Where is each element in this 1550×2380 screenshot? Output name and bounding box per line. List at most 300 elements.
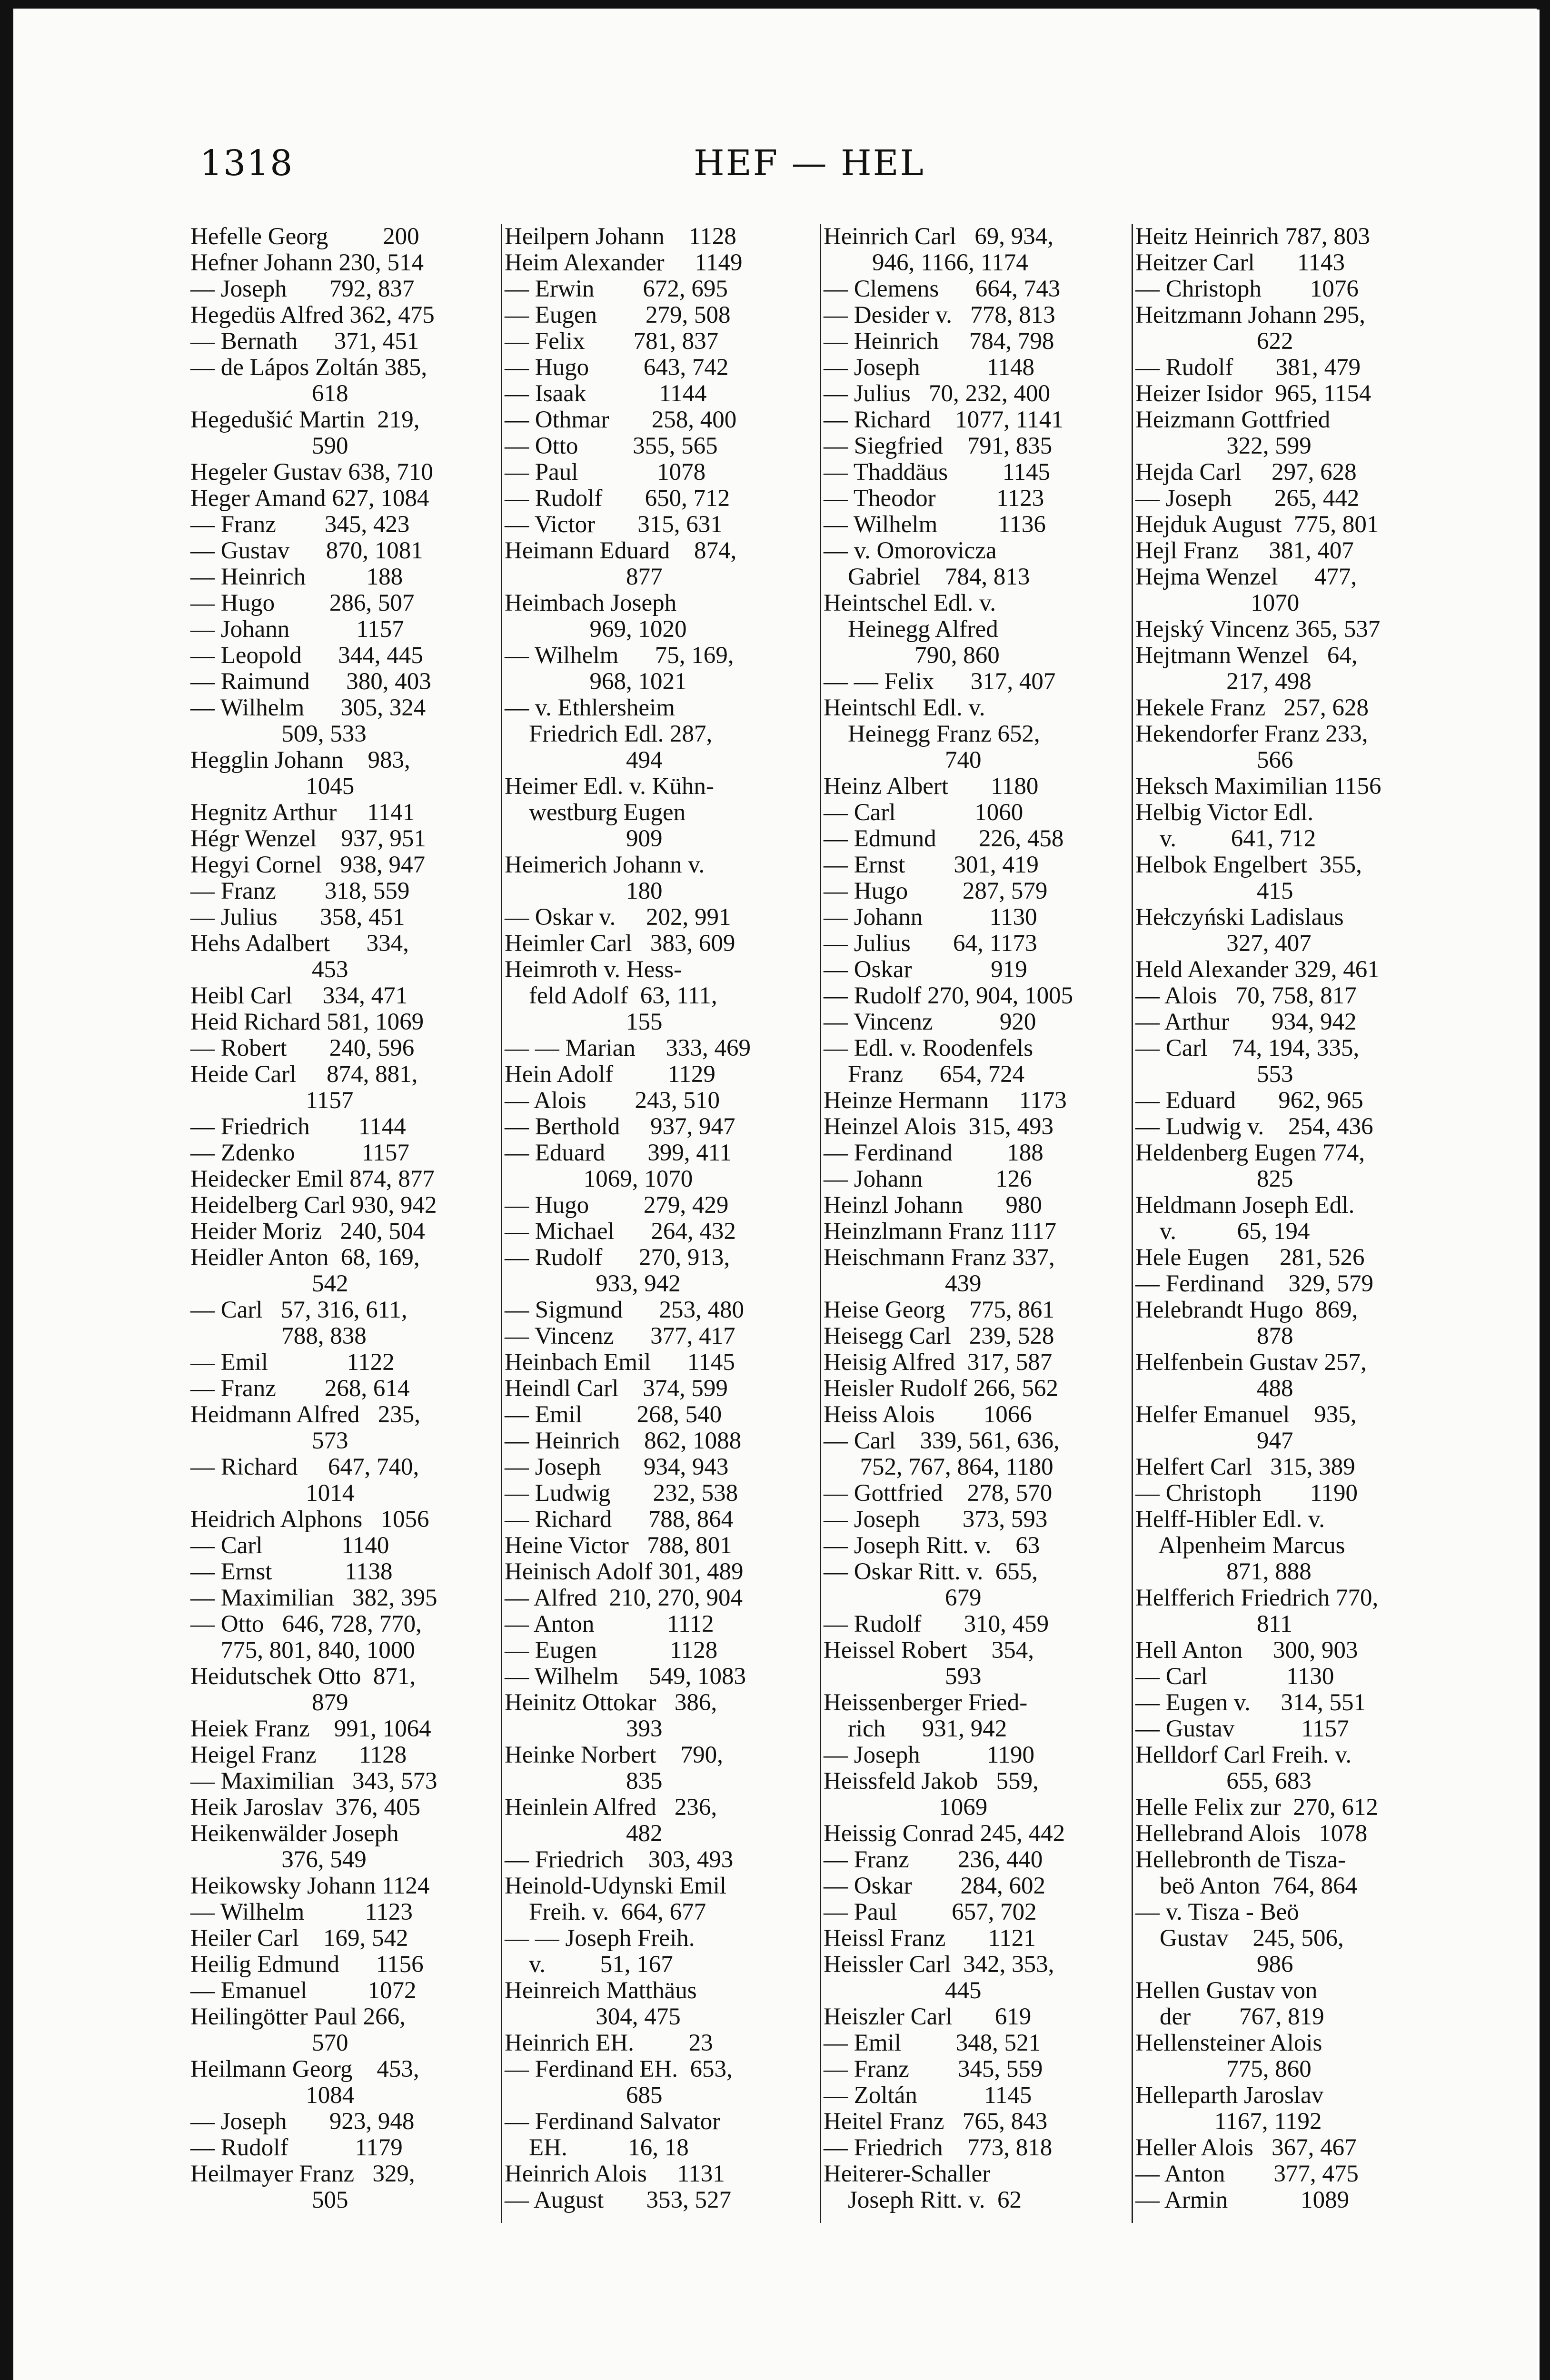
index-entry: Hein Adolf 1129	[505, 1061, 715, 1088]
index-entry: — Wilhelm 305, 324	[190, 694, 426, 721]
index-entry: 180	[505, 878, 663, 904]
index-entry: — Franz 345, 423	[190, 511, 410, 538]
index-entry: Heinrich EH. 23	[505, 2030, 713, 2056]
index-entry: — Richard 788, 864	[505, 1506, 734, 1533]
index-entry: 566	[1135, 747, 1293, 774]
index-entry: — Wilhelm 75, 169,	[505, 642, 734, 669]
index-entry: — Joseph 1148	[824, 354, 1034, 381]
index-entry: — Emanuel 1072	[190, 1977, 417, 2004]
index-entry: Heik Jaroslav 376, 405	[190, 1794, 421, 1821]
index-entry: Hellebrand Alois 1078	[1135, 1820, 1368, 1847]
index-entry: — Isaak 1144	[505, 380, 707, 407]
index-entry: 878	[1135, 1323, 1293, 1349]
index-entry: 573	[190, 1428, 348, 1454]
index-entry: Heikenwälder Joseph	[190, 1820, 399, 1847]
index-entry: Hegedüs Alfred 362, 475	[190, 302, 435, 328]
index-entry: 1084	[190, 2082, 355, 2109]
index-entry: 877	[505, 564, 663, 590]
index-entry: Heinke Norbert 790,	[505, 1742, 723, 1768]
index-entry: Heilpern Johann 1128	[505, 223, 736, 250]
index-entry: — Ferdinand Salvator	[505, 2108, 721, 2135]
index-entry: — Hugo 287, 579	[824, 878, 1048, 904]
index-entry: — Joseph 265, 442	[1135, 485, 1360, 512]
index-entry: — Alfred 210, 270, 904	[505, 1585, 743, 1611]
index-entry: Heinzel Alois 315, 493	[824, 1113, 1054, 1140]
index-entry: Joseph Ritt. v. 62	[824, 2187, 1022, 2213]
index-entry: — Hugo 279, 429	[505, 1192, 729, 1219]
index-entry: 1157	[190, 1087, 354, 1114]
index-entry: — Zoltán 1145	[824, 2082, 1032, 2109]
index-entry: 439	[824, 1270, 982, 1297]
index-entry: 790, 860	[824, 642, 1000, 669]
index-entry: Heise Georg 775, 861	[824, 1297, 1054, 1323]
index-entry: Helleparth Jaroslav	[1135, 2082, 1324, 2109]
index-entry: — Gustav 870, 1081	[190, 537, 423, 564]
index-entry: Hekele Franz 257, 628	[1135, 694, 1369, 721]
index-entry: — Robert 240, 596	[190, 1035, 415, 1061]
index-entry: Heinegg Alfred	[824, 616, 998, 643]
index-entry: Heid Richard 581, 1069	[190, 1009, 424, 1035]
index-entry: — Clemens 664, 743	[824, 276, 1061, 302]
index-entry: 393	[505, 1716, 663, 1742]
index-entry: Heisig Alfred 317, 587	[824, 1349, 1053, 1376]
index-entry: Heimann Eduard 874,	[505, 537, 737, 564]
index-entry: Heksch Maximilian 1156	[1135, 773, 1381, 800]
index-entry: Heisegg Carl 239, 528	[824, 1323, 1054, 1349]
index-entry: — Hugo 643, 742	[505, 354, 729, 381]
index-entry: Hegnitz Arthur 1141	[190, 799, 415, 826]
index-entry: — Alois 243, 510	[505, 1087, 720, 1114]
index-entry: Hejma Wenzel 477,	[1135, 564, 1357, 590]
index-entry: Heinz Albert 1180	[824, 773, 1039, 800]
index-entry: Heissler Carl 342, 353,	[824, 1951, 1054, 1978]
index-entry: — Rudolf 270, 904, 1005	[824, 982, 1073, 1009]
index-entry: Heikowsky Johann 1124	[190, 1873, 430, 1899]
index-entry: 1069, 1070	[505, 1166, 693, 1192]
index-entry: Helbig Victor Edl.	[1135, 799, 1314, 826]
index-entry: Heller Alois 367, 467	[1135, 2134, 1357, 2161]
index-entry: Franz 654, 724	[824, 1061, 1025, 1088]
index-entry: Helfert Carl 315, 389	[1135, 1454, 1355, 1480]
index-entry: — Carl 1130	[1135, 1663, 1334, 1690]
index-entry: Heimerich Johann v.	[505, 852, 705, 878]
index-entry: Helfer Emanuel 935,	[1135, 1401, 1357, 1428]
index-entry: — Maximilian 382, 395	[190, 1585, 437, 1611]
index-entry: Hefner Johann 230, 514	[190, 249, 424, 276]
index-entry: — Desider v. 778, 813	[824, 302, 1055, 328]
index-entry: Heiek Franz 991, 1064	[190, 1716, 431, 1742]
index-entry: — Gottfried 278, 570	[824, 1480, 1053, 1507]
index-entry: 871, 888	[1135, 1558, 1312, 1585]
index-entry: Hejský Vincenz 365, 537	[1135, 616, 1381, 643]
index-entry: — v. Ethlersheim	[505, 694, 675, 721]
index-entry: Heimler Carl 383, 609	[505, 930, 735, 957]
index-entry: — Vincenz 377, 417	[505, 1323, 735, 1349]
index-entry: 505	[190, 2187, 348, 2213]
index-entry: — Bernath 371, 451	[190, 328, 419, 355]
index-entry: der 767, 819	[1135, 2003, 1324, 2030]
index-entry: Heldmann Joseph Edl.	[1135, 1192, 1355, 1219]
index-entry: — Rudolf 310, 459	[824, 1611, 1049, 1637]
index-entry: Heilingötter Paul 266,	[190, 2003, 406, 2030]
index-entry: 509, 533	[190, 721, 367, 747]
index-entry: — Carl 1140	[190, 1532, 389, 1559]
index-entry: Helldorf Carl Freih. v.	[1135, 1742, 1352, 1768]
index-entry: Alpenheim Marcus	[1135, 1532, 1345, 1559]
index-entry: 415	[1135, 878, 1293, 904]
index-entry: Heischmann Franz 337,	[824, 1244, 1055, 1271]
index-entry: Helfenbein Gustav 257,	[1135, 1349, 1367, 1376]
index-entry: — Edl. v. Roodenfels	[824, 1035, 1033, 1061]
index-entry: — Heinrich 862, 1088	[505, 1428, 742, 1454]
index-entry: — Arthur 934, 942	[1135, 1009, 1357, 1035]
index-entry: — Carl 57, 316, 611,	[190, 1297, 407, 1323]
index-entry: — Friedrich 773, 818	[824, 2134, 1053, 2161]
index-entry: 685	[505, 2082, 663, 2109]
index-entry: Heiterer-Schaller	[824, 2161, 991, 2187]
index-entry: — Michael 264, 432	[505, 1218, 736, 1245]
index-entry: Heilmayer Franz 329,	[190, 2161, 415, 2187]
index-entry: — Emil 1122	[190, 1349, 395, 1376]
index-entry: Heissel Robert 354,	[824, 1637, 1034, 1664]
index-entry: — Richard 647, 740,	[190, 1454, 419, 1480]
index-entry: 825	[1135, 1166, 1293, 1192]
index-entry: Hejtmann Wenzel 64,	[1135, 642, 1358, 669]
index-entry: — Carl 339, 561, 636,	[824, 1428, 1060, 1454]
index-entry: — Christoph 1190	[1135, 1480, 1358, 1507]
index-entry: — Christoph 1076	[1135, 276, 1359, 302]
index-entry: — Emil 268, 540	[505, 1401, 722, 1428]
index-entry: Heinzlmann Franz 1117	[824, 1218, 1057, 1245]
index-entry: — Raimund 380, 403	[190, 668, 431, 695]
index-entry: — Wilhelm 1123	[190, 1899, 413, 1925]
index-entry: — Rudolf 1179	[190, 2134, 403, 2161]
index-entry: 811	[1135, 1611, 1292, 1637]
index-entry: — Sigmund 253, 480	[505, 1297, 744, 1323]
index-entry: 969, 1020	[505, 616, 687, 643]
index-entry: 217, 498	[1135, 668, 1312, 695]
index-entry: — Victor 315, 631	[505, 511, 723, 538]
index-entry: rich 931, 942	[824, 1716, 1007, 1742]
column-rule	[501, 224, 502, 2223]
index-entry: Hejduk August 775, 801	[1135, 511, 1379, 538]
index-entry: Hele Eugen 281, 526	[1135, 1244, 1365, 1271]
index-entry: 494	[505, 747, 663, 774]
index-entry: Heilig Edmund 1156	[190, 1951, 424, 1978]
index-entry: Hehs Adalbert 334,	[190, 930, 409, 957]
index-entry: Heitz Heinrich 787, 803	[1135, 223, 1370, 250]
index-entry: — Thaddäus 1145	[824, 459, 1050, 486]
index-entry: Heidelberg Carl 930, 942	[190, 1192, 437, 1219]
index-entry: — Franz 236, 440	[824, 1846, 1043, 1873]
index-entry: 322, 599	[1135, 433, 1312, 459]
index-entry: Heitzer Carl 1143	[1135, 249, 1345, 276]
index-entry: 655, 683	[1135, 1768, 1312, 1795]
index-entry: — Oskar 284, 602	[824, 1873, 1046, 1899]
index-entry: Helebrandt Hugo 869,	[1135, 1297, 1358, 1323]
index-entry: — Friedrich 303, 493	[505, 1846, 734, 1873]
index-entry: — Joseph Ritt. v. 63	[824, 1532, 1040, 1559]
index-entry: Heiszler Carl 619	[824, 2003, 1032, 2030]
index-entry: — Julius 70, 232, 400	[824, 380, 1051, 407]
index-entry: Heinreich Matthäus	[505, 1977, 697, 2004]
index-entry: — Paul 657, 702	[824, 1899, 1037, 1925]
index-entry: — Felix 781, 837	[505, 328, 719, 355]
index-entry: 553	[1135, 1061, 1293, 1088]
index-entry: — — Joseph Freih.	[505, 1925, 695, 1952]
index-entry: — Julius 358, 451	[190, 904, 405, 931]
index-entry: v. 51, 167	[505, 1951, 673, 1978]
index-entry: Helff-Hibler Edl. v.	[1135, 1506, 1325, 1533]
index-entry: Hekendorfer Franz 233,	[1135, 721, 1368, 747]
index-entry: Hełczyński Ladislaus	[1135, 904, 1344, 931]
page-number: 1318	[200, 143, 294, 184]
index-entry: 304, 475	[505, 2003, 681, 2030]
index-entry: 593	[824, 1663, 982, 1690]
index-entry: — Ludwig v. 254, 436	[1135, 1113, 1373, 1140]
index-entry: — Ernst 1138	[190, 1558, 393, 1585]
index-entry: — Siegfried 791, 835	[824, 433, 1053, 459]
index-entry: Heinbach Emil 1145	[505, 1349, 735, 1376]
index-entry: — Joseph 934, 943	[505, 1454, 729, 1480]
index-entry: — Joseph 792, 837	[190, 276, 415, 302]
index-entry: — Ferdinand 188	[824, 1140, 1043, 1166]
index-entry: 946, 1166, 1174	[824, 249, 1028, 276]
index-entry: — Johann 126	[824, 1166, 1032, 1192]
index-entry: — August 353, 527	[505, 2187, 732, 2213]
index-entry: — Eugen 1128	[505, 1637, 718, 1664]
index-entry: Hégr Wenzel 937, 951	[190, 825, 426, 852]
index-entry: — Ferdinand 329, 579	[1135, 1270, 1374, 1297]
index-entry: — Joseph 373, 593	[824, 1506, 1048, 1533]
index-entry: 327, 407	[1135, 930, 1312, 957]
index-entry: Heidmann Alfred 235,	[190, 1401, 420, 1428]
index-entry: Heilmann Georg 453,	[190, 2056, 419, 2082]
index-entry: 835	[505, 1768, 663, 1795]
index-entry: — Oskar v. 202, 991	[505, 904, 731, 931]
index-entry: — Vincenz 920	[824, 1009, 1036, 1035]
index-entry: — Maximilian 343, 573	[190, 1768, 437, 1795]
index-entry: Freih. v. 664, 677	[505, 1899, 706, 1925]
index-entry: Hegyi Cornel 938, 947	[190, 852, 425, 878]
index-entry: — Berthold 937, 947	[505, 1113, 735, 1140]
index-entry: — Carl 74, 194, 335,	[1135, 1035, 1360, 1061]
index-entry: 947	[1135, 1428, 1293, 1454]
column-rule	[1132, 224, 1133, 2223]
index-entry: Heidutschek Otto 871,	[190, 1663, 416, 1690]
index-entry: Heim Alexander 1149	[505, 249, 743, 276]
index-entry: — Eugen v. 314, 551	[1135, 1689, 1366, 1716]
index-entry: — Wilhelm 549, 1083	[505, 1663, 746, 1690]
index-entry: Heissenberger Fried-	[824, 1689, 1028, 1716]
index-entry: Heinlein Alfred 236,	[505, 1794, 717, 1821]
index-entry: — Oskar Ritt. v. 655,	[824, 1558, 1038, 1585]
index-entry: Heitzmann Johann 295,	[1135, 302, 1365, 328]
index-entry: Heisler Rudolf 266, 562	[824, 1375, 1058, 1402]
index-entry: 1070	[1135, 590, 1300, 616]
index-entry: 376, 549	[190, 1846, 367, 1873]
index-entry: — Franz 268, 614	[190, 1375, 410, 1402]
index-entry: 570	[190, 2030, 348, 2056]
index-entry: Heissl Franz 1121	[824, 1925, 1036, 1952]
index-entry: Hellen Gustav von	[1135, 1977, 1318, 2004]
index-entry: Heider Moriz 240, 504	[190, 1218, 425, 1245]
index-column-4	[1135, 224, 1440, 2213]
index-entry: — Friedrich 1144	[190, 1113, 406, 1140]
index-entry: — Johann 1130	[824, 904, 1037, 931]
index-entry: 1167, 1192	[1135, 2108, 1322, 2135]
index-entry: 445	[824, 1977, 982, 2004]
index-entry: westburg Eugen	[505, 799, 686, 826]
index-entry: — — Felix 317, 407	[824, 668, 1056, 695]
index-entry: 752, 767, 864, 1180	[824, 1454, 1053, 1480]
index-entry: — Rudolf 650, 712	[505, 485, 730, 512]
index-entry: — Joseph 923, 948	[190, 2108, 415, 2135]
column-rule	[820, 224, 821, 2223]
index-entry: — v. Tisza - Beö	[1135, 1899, 1299, 1925]
index-entry: Hegedušić Martin 219,	[190, 407, 420, 433]
index-entry: Hellensteiner Alois	[1135, 2030, 1322, 2056]
index-entry: — Edmund 226, 458	[824, 825, 1064, 852]
index-entry: 775, 801, 840, 1000	[190, 1637, 415, 1664]
index-entry: Hegglin Johann 983,	[190, 747, 410, 774]
index-entry: Hefelle Georg 200	[190, 223, 419, 250]
index-entry: Heidrich Alphons 1056	[190, 1506, 429, 1533]
index-entry: — de Lápos Zoltán 385,	[190, 354, 427, 381]
index-entry: Heldenberg Eugen 774,	[1135, 1140, 1365, 1166]
index-entry: — Ludwig 232, 538	[505, 1480, 738, 1507]
index-entry: — Otto 355, 565	[505, 433, 718, 459]
index-entry: 488	[1135, 1375, 1293, 1402]
index-entry: Hegeler Gustav 638, 710	[190, 459, 433, 486]
index-entry: beö Anton 764, 864	[1135, 1873, 1358, 1899]
index-entry: Heissig Conrad 245, 442	[824, 1820, 1065, 1847]
index-entry: Heidecker Emil 874, 877	[190, 1166, 435, 1192]
index-entry: Heizmann Gottfried	[1135, 407, 1331, 433]
index-entry: Heinitz Ottokar 386,	[505, 1689, 717, 1716]
index-entry: Hejl Franz 381, 407	[1135, 537, 1354, 564]
index-entry: Heinold-Udynski Emil	[505, 1873, 727, 1899]
index-entry: 482	[505, 1820, 663, 1847]
index-entry: Heindl Carl 374, 599	[505, 1375, 728, 1402]
index-entry: — Carl 1060	[824, 799, 1023, 826]
index-entry: — Alois 70, 758, 817	[1135, 982, 1357, 1009]
index-entry: — Eduard 399, 411	[505, 1140, 732, 1166]
index-entry: — Ernst 301, 419	[824, 852, 1039, 878]
index-entry: — Rudolf 381, 479	[1135, 354, 1361, 381]
index-entry: — Ferdinand EH. 653,	[505, 2056, 733, 2082]
index-entry: — Franz 345, 559	[824, 2056, 1043, 2082]
index-entry: Heintschel Edl. v.	[824, 590, 996, 616]
index-entry: Hellebronth de Tisza-	[1135, 1846, 1346, 1873]
index-entry: 1045	[190, 773, 355, 800]
index-entry: — Paul 1078	[505, 459, 706, 486]
index-entry: 679	[824, 1585, 982, 1611]
index-column-1	[190, 224, 495, 2213]
index-entry: — Hugo 286, 507	[190, 590, 415, 616]
index-entry: Heidler Anton 68, 169,	[190, 1244, 420, 1271]
index-entry: Heizer Isidor 965, 1154	[1135, 380, 1371, 407]
index-entry: — Joseph 1190	[824, 1742, 1034, 1768]
index-entry: Friedrich Edl. 287,	[505, 721, 713, 747]
index-entry: Heide Carl 874, 881,	[190, 1061, 418, 1088]
index-entry: Heintschl Edl. v.	[824, 694, 985, 721]
index-entry: — Oskar 919	[824, 956, 1027, 983]
index-entry: — v. Omorovicza	[824, 537, 997, 564]
index-entry: — Rudolf 270, 913,	[505, 1244, 730, 1271]
index-entry: 590	[190, 433, 348, 459]
scan-edge-right	[1540, 0, 1550, 2380]
index-entry: — Zdenko 1157	[190, 1140, 409, 1166]
index-entry: Heimer Edl. v. Kühn-	[505, 773, 714, 800]
index-entry: — Richard 1077, 1141	[824, 407, 1063, 433]
index-entry: — Wilhelm 1136	[824, 511, 1046, 538]
index-entry: — Erwin 672, 695	[505, 276, 728, 302]
index-entry: feld Adolf 63, 111,	[505, 982, 717, 1009]
index-entry: Heitel Franz 765, 843	[824, 2108, 1048, 2135]
index-entry: Hejda Carl 297, 628	[1135, 459, 1357, 486]
index-entry: v. 641, 712	[1135, 825, 1316, 852]
index-entry: 622	[1135, 328, 1293, 355]
index-entry: — Heinrich 188	[190, 564, 403, 590]
index-entry: 933, 942	[505, 1270, 681, 1297]
index-entry: — Armin 1089	[1135, 2187, 1350, 2213]
running-head: HEF — HEL	[694, 143, 925, 184]
index-entry: 542	[190, 1270, 348, 1297]
index-entry: Heinegg Franz 652,	[824, 721, 1040, 747]
index-entry: — Johann 1157	[190, 616, 404, 643]
index-entry: 618	[190, 380, 348, 407]
index-entry: Gustav 245, 506,	[1135, 1925, 1344, 1952]
index-entry: 1069	[824, 1794, 988, 1821]
index-entry: Heigel Franz 1128	[190, 1742, 407, 1768]
index-entry: Hell Anton 300, 903	[1135, 1637, 1358, 1664]
index-entry: 1014	[190, 1480, 355, 1507]
index-entry: Heine Victor 788, 801	[505, 1532, 732, 1559]
index-entry: — Eduard 962, 965	[1135, 1087, 1363, 1114]
index-entry: Heiler Carl 169, 542	[190, 1925, 408, 1952]
index-entry: Held Alexander 329, 461	[1135, 956, 1380, 983]
index-entry: — Gustav 1157	[1135, 1716, 1349, 1742]
index-column-3	[824, 224, 1128, 2213]
index-entry: EH. 16, 18	[505, 2134, 689, 2161]
index-entry: Heiss Alois 1066	[824, 1401, 1032, 1428]
index-entry: Helle Felix zur 270, 612	[1135, 1794, 1378, 1821]
index-entry: Heibl Carl 334, 471	[190, 982, 408, 1009]
index-entry: v. 65, 194	[1135, 1218, 1310, 1245]
index-entry: Heinzl Johann 980	[824, 1192, 1042, 1219]
index-entry: — Eugen 279, 508	[505, 302, 731, 328]
index-entry: 155	[505, 1009, 663, 1035]
index-entry: Gabriel 784, 813	[824, 564, 1030, 590]
index-entry: 879	[190, 1689, 348, 1716]
index-entry: Helbok Engelbert 355,	[1135, 852, 1362, 878]
index-entry: 788, 838	[190, 1323, 367, 1349]
index-entry: 968, 1021	[505, 668, 687, 695]
index-entry: — — Marian 333, 469	[505, 1035, 751, 1061]
index-entry: 775, 860	[1135, 2056, 1312, 2082]
index-entry: — Julius 64, 1173	[824, 930, 1037, 957]
index-column-2	[505, 224, 809, 2213]
index-entry: — Heinrich 784, 798	[824, 328, 1054, 355]
index-entry: — Leopold 344, 445	[190, 642, 423, 669]
index-entry: Heinrich Carl 69, 934,	[824, 223, 1053, 250]
index-entry: 986	[1135, 1951, 1293, 1978]
index-entry: — Emil 348, 521	[824, 2030, 1041, 2056]
scan-edge-top	[0, 0, 1550, 10]
index-entry: — Anton 1112	[505, 1611, 714, 1637]
index-entry: Heinisch Adolf 301, 489	[505, 1558, 744, 1585]
